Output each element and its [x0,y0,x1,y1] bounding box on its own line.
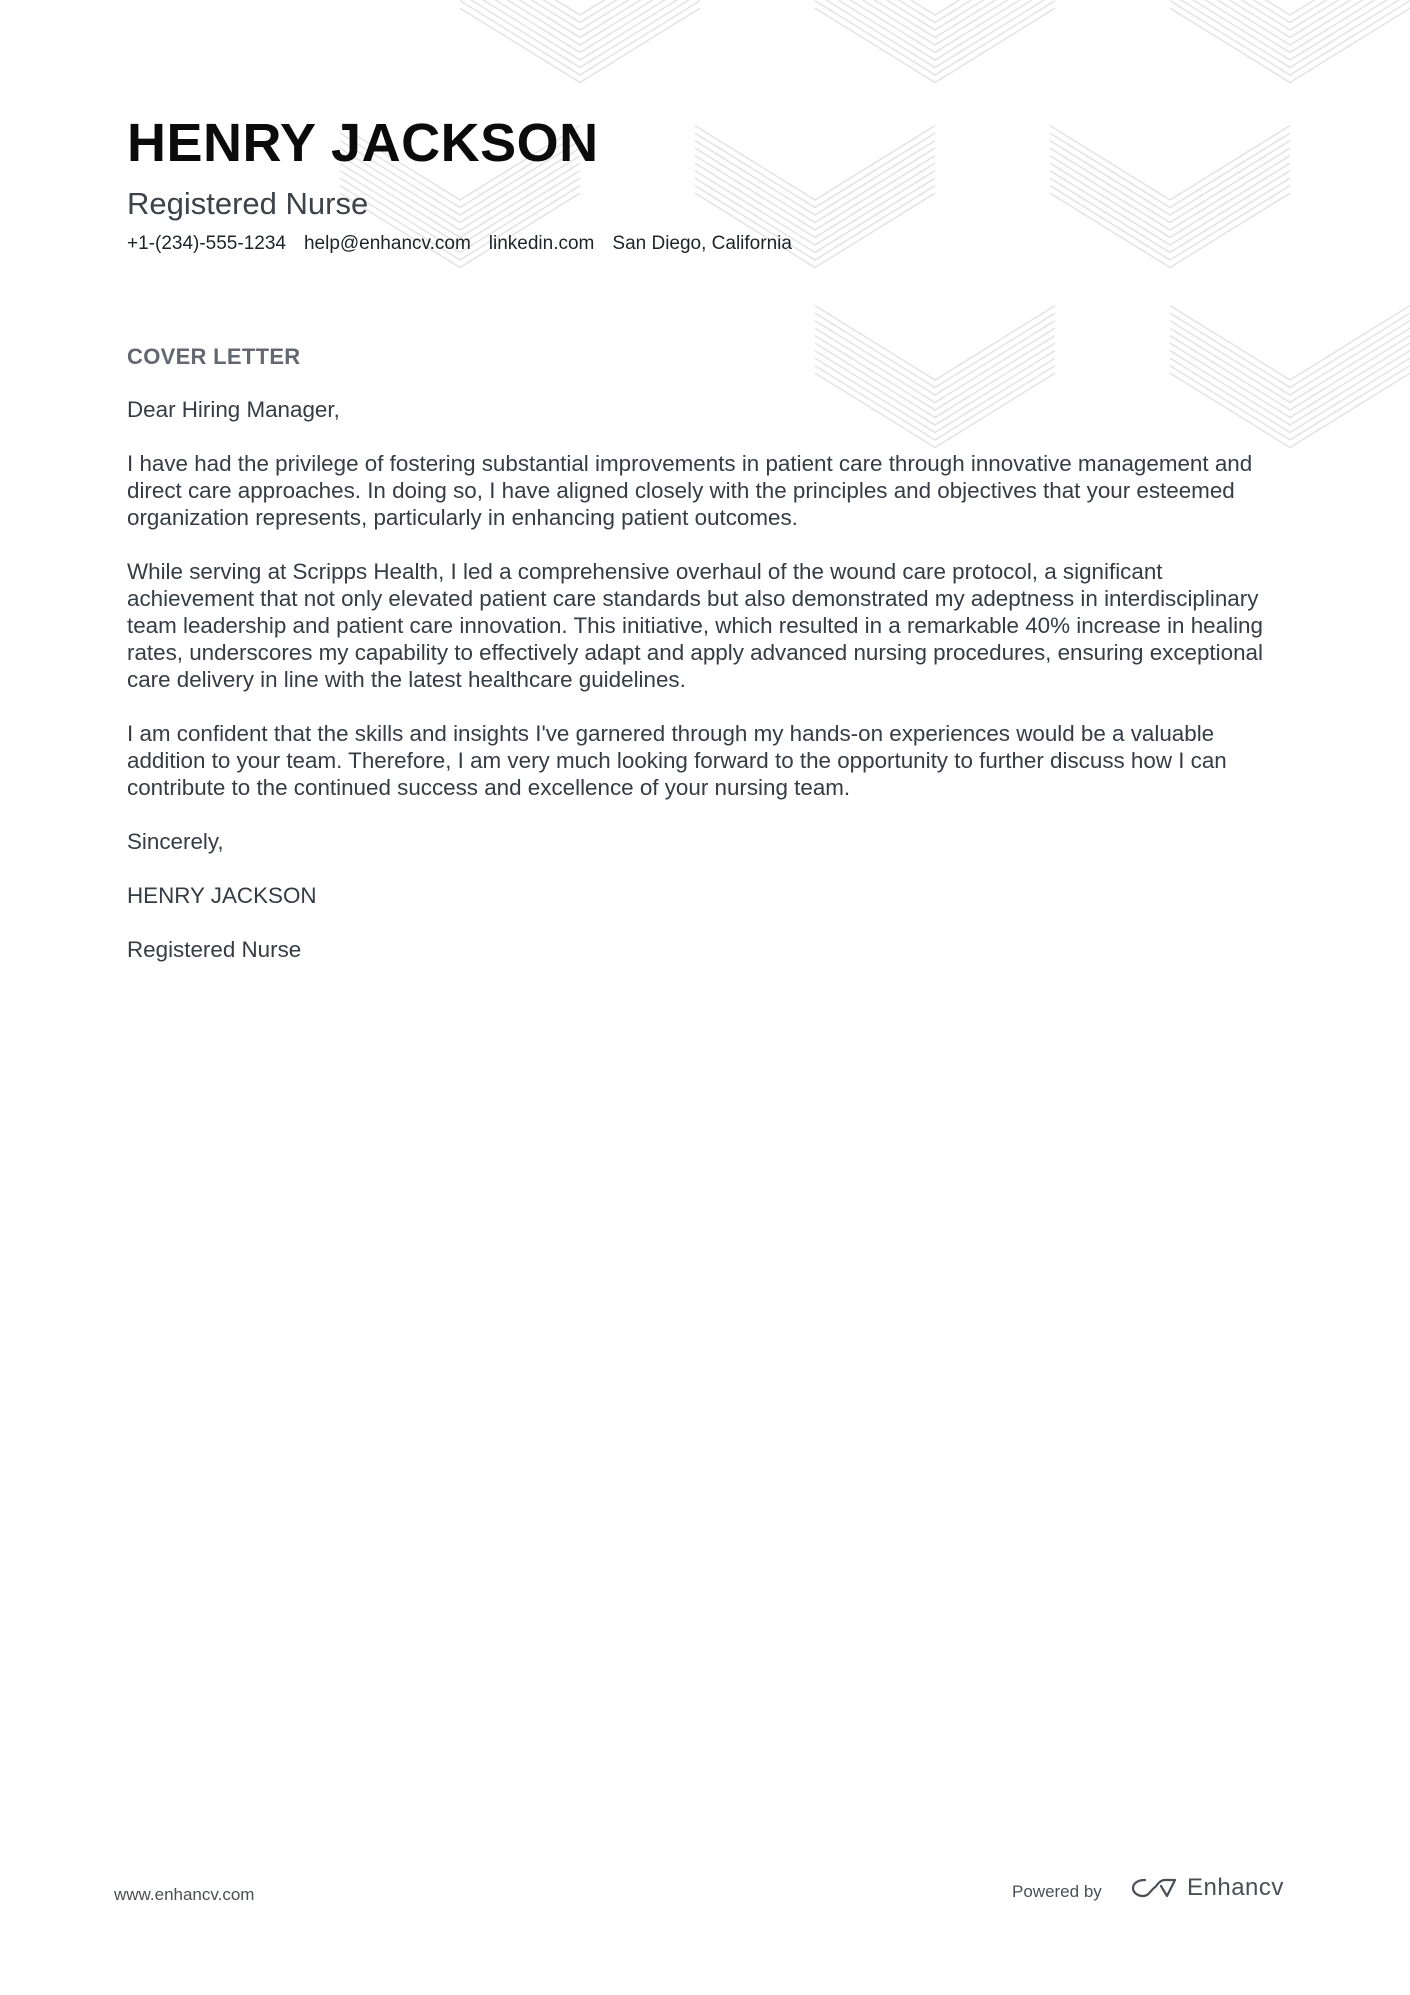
pattern-line [460,0,700,38]
greeting: Dear Hiring Manager, [127,397,340,422]
contact-email[interactable]: help@enhancv.com [303,233,471,254]
section-title: COVER LETTER [127,344,301,369]
letter-body [127,396,1277,990]
pattern-line [1170,0,1410,68]
footer-url[interactable]: www.enhancv.com [114,1885,255,1904]
signature-title: Registered Nurse [127,937,302,962]
pattern-line [1170,0,1410,23]
enhancv-brand[interactable] [1131,1874,1284,1902]
applicant-name: HENRY JACKSON [127,113,599,173]
pattern-line [460,0,700,23]
pattern-line [460,0,700,68]
pattern-line [815,0,1055,38]
brand-name: Enhancv [1187,1874,1284,1901]
contact-phone[interactable]: +1-(234)-555-1234 [127,233,286,254]
pattern-line [815,0,1055,23]
contact-info [127,233,792,255]
signature-name: HENRY JACKSON [127,883,317,908]
paragraph-2: While serving at Scripps Health, I led a comprehensive overhaul of the wound care protocol, a significant achievement that not only elevated patient care standards but also demonstrated my adeptness in interdisciplinary team leadership and patient care innovation. This initiative, which resulted in a remarkable 40% increase in healing rates, underscores my capability to effectively adapt and apply advanced nursing procedures, ensuring exceptional care delivery in line with the latest healthcare guidelines. [127,559,1263,692]
applicant-title: Registered Nurse [127,186,369,221]
contact-linkedin[interactable]: linkedin.com [488,233,595,254]
enhancv-logo-icon [1131,1876,1177,1900]
pattern-line [1170,0,1410,38]
powered-by-label: Powered by [1012,1882,1102,1901]
paragraph-3: I am confident that the skills and insights I've garnered through my hands-on experiences would be a valuable addition to your team. Therefore, I am very much looking forward to the opportunity to further discuss how I can contribute to the continued success and excellence of your nursing team. [127,721,1227,800]
contact-location: San Diego, California [612,233,792,254]
closing: Sincerely, [127,829,224,854]
pattern-line [815,0,1055,68]
paragraph-1: I have had the privilege of fostering substantial improvements in patient care through innovative management and direct care approaches. In doing so, I have aligned closely with the principles and objectives that your esteemed organization represents, particularly in enhancing patient outcomes. [127,451,1253,530]
